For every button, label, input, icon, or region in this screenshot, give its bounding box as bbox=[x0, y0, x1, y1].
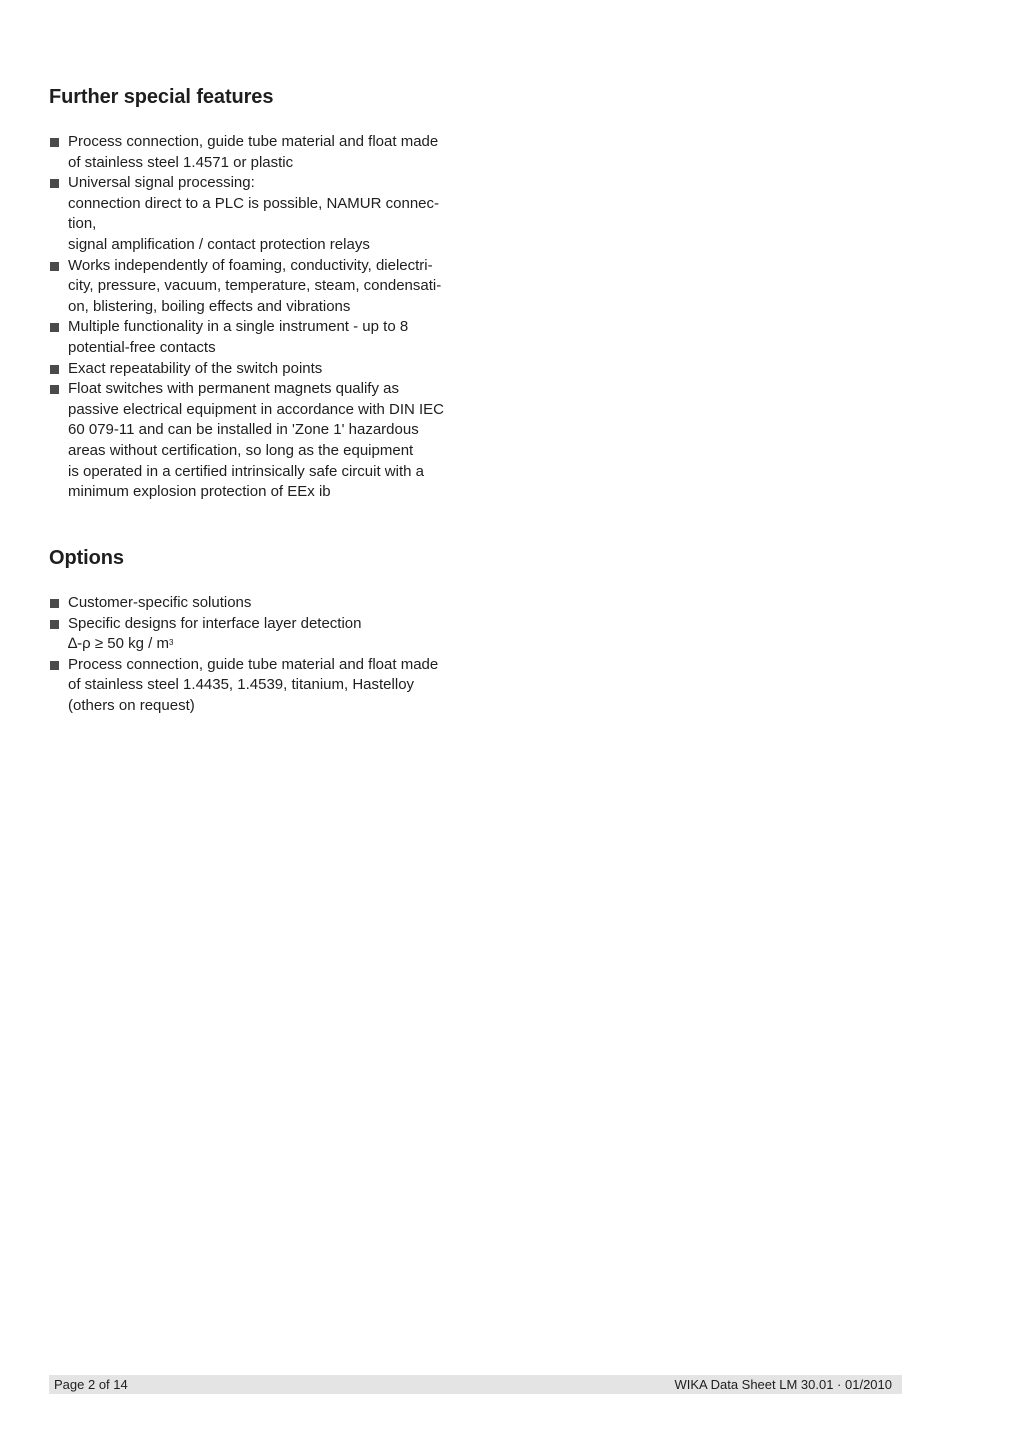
list-item-line: (others on request) bbox=[68, 696, 195, 714]
list-item-line: passive electrical equipment in accordance with DIN IEC bbox=[68, 400, 445, 418]
list-item-line: Process connection, guide tube material and float made bbox=[68, 133, 439, 150]
options-heading: Options bbox=[49, 547, 124, 569]
square-bullet-icon bbox=[50, 365, 59, 374]
list-item bbox=[49, 379, 469, 503]
list-item-line: potential-free contacts bbox=[68, 338, 216, 356]
list-item-line: Float switches with permanent magnets qualify as bbox=[68, 380, 399, 398]
list-item-line: of stainless steel 1.4435, 1.4539, titanium, Hastelloy bbox=[68, 676, 415, 694]
list-item bbox=[49, 132, 469, 173]
list-item-line: Customer-specific solutions bbox=[68, 594, 252, 611]
square-bullet-icon bbox=[50, 262, 59, 271]
list-item-line: Universal signal processing: bbox=[68, 174, 255, 192]
square-bullet-icon bbox=[50, 138, 59, 147]
list-item bbox=[49, 359, 469, 380]
list-item-line: Process connection, guide tube material and float made bbox=[68, 655, 439, 673]
list-item-line: Works independently of foaming, conductivity, dielectri- bbox=[68, 256, 433, 274]
square-bullet-icon bbox=[50, 599, 59, 608]
page-footer bbox=[49, 1375, 902, 1394]
list-item bbox=[49, 317, 469, 358]
list-item-line: connection direct to a PLC is possible, NAMUR connec- bbox=[68, 194, 440, 212]
square-bullet-icon bbox=[50, 179, 59, 188]
options-section bbox=[49, 545, 469, 717]
list-item-line: signal amplification / contact protection relays bbox=[68, 235, 370, 253]
list-item-line: of stainless steel 1.4571 or plastic bbox=[68, 153, 294, 171]
list-item-line: Specific designs for interface layer detection bbox=[68, 614, 362, 632]
features-heading: Further special features bbox=[49, 86, 274, 108]
density-difference-line bbox=[68, 634, 469, 655]
list-item-line: 60 079-11 and can be installed in 'Zone 1' hazardous bbox=[68, 421, 419, 439]
list-item-line: Multiple functionality in a single instrument - up to 8 bbox=[68, 318, 409, 336]
features-list bbox=[49, 132, 469, 503]
list-item bbox=[49, 614, 469, 655]
unit-exponent: 3 bbox=[168, 638, 174, 648]
list-item bbox=[49, 655, 469, 717]
list-item-line: tion, bbox=[68, 215, 97, 233]
list-item-line: is operated in a certified intrinsically safe circuit with a bbox=[68, 462, 424, 480]
list-item bbox=[49, 173, 469, 255]
page-number: Page 2 of 14 bbox=[54, 1377, 128, 1392]
list-item-line: Exact repeatability of the switch points bbox=[68, 359, 323, 377]
square-bullet-icon bbox=[50, 385, 59, 394]
square-bullet-icon bbox=[50, 661, 59, 670]
square-bullet-icon bbox=[50, 323, 59, 332]
document-reference: WIKA Data Sheet LM 30.01 · 01/2010 bbox=[674, 1377, 892, 1392]
further-special-features-section bbox=[49, 84, 469, 503]
options-list bbox=[49, 593, 469, 717]
list-item-line: areas without certification, so long as the equipment bbox=[68, 441, 414, 459]
list-item bbox=[49, 593, 469, 614]
list-item-line: on, blistering, boiling effects and vibrations bbox=[68, 297, 351, 315]
list-item-line: city, pressure, vacuum, temperature, steam, condensati- bbox=[68, 277, 442, 295]
list-item-line: minimum explosion protection of EEx ib bbox=[68, 483, 331, 501]
list-item bbox=[49, 256, 469, 318]
square-bullet-icon bbox=[50, 620, 59, 629]
density-formula-text: ∆-ρ ≥ 50 kg / m bbox=[68, 635, 169, 653]
